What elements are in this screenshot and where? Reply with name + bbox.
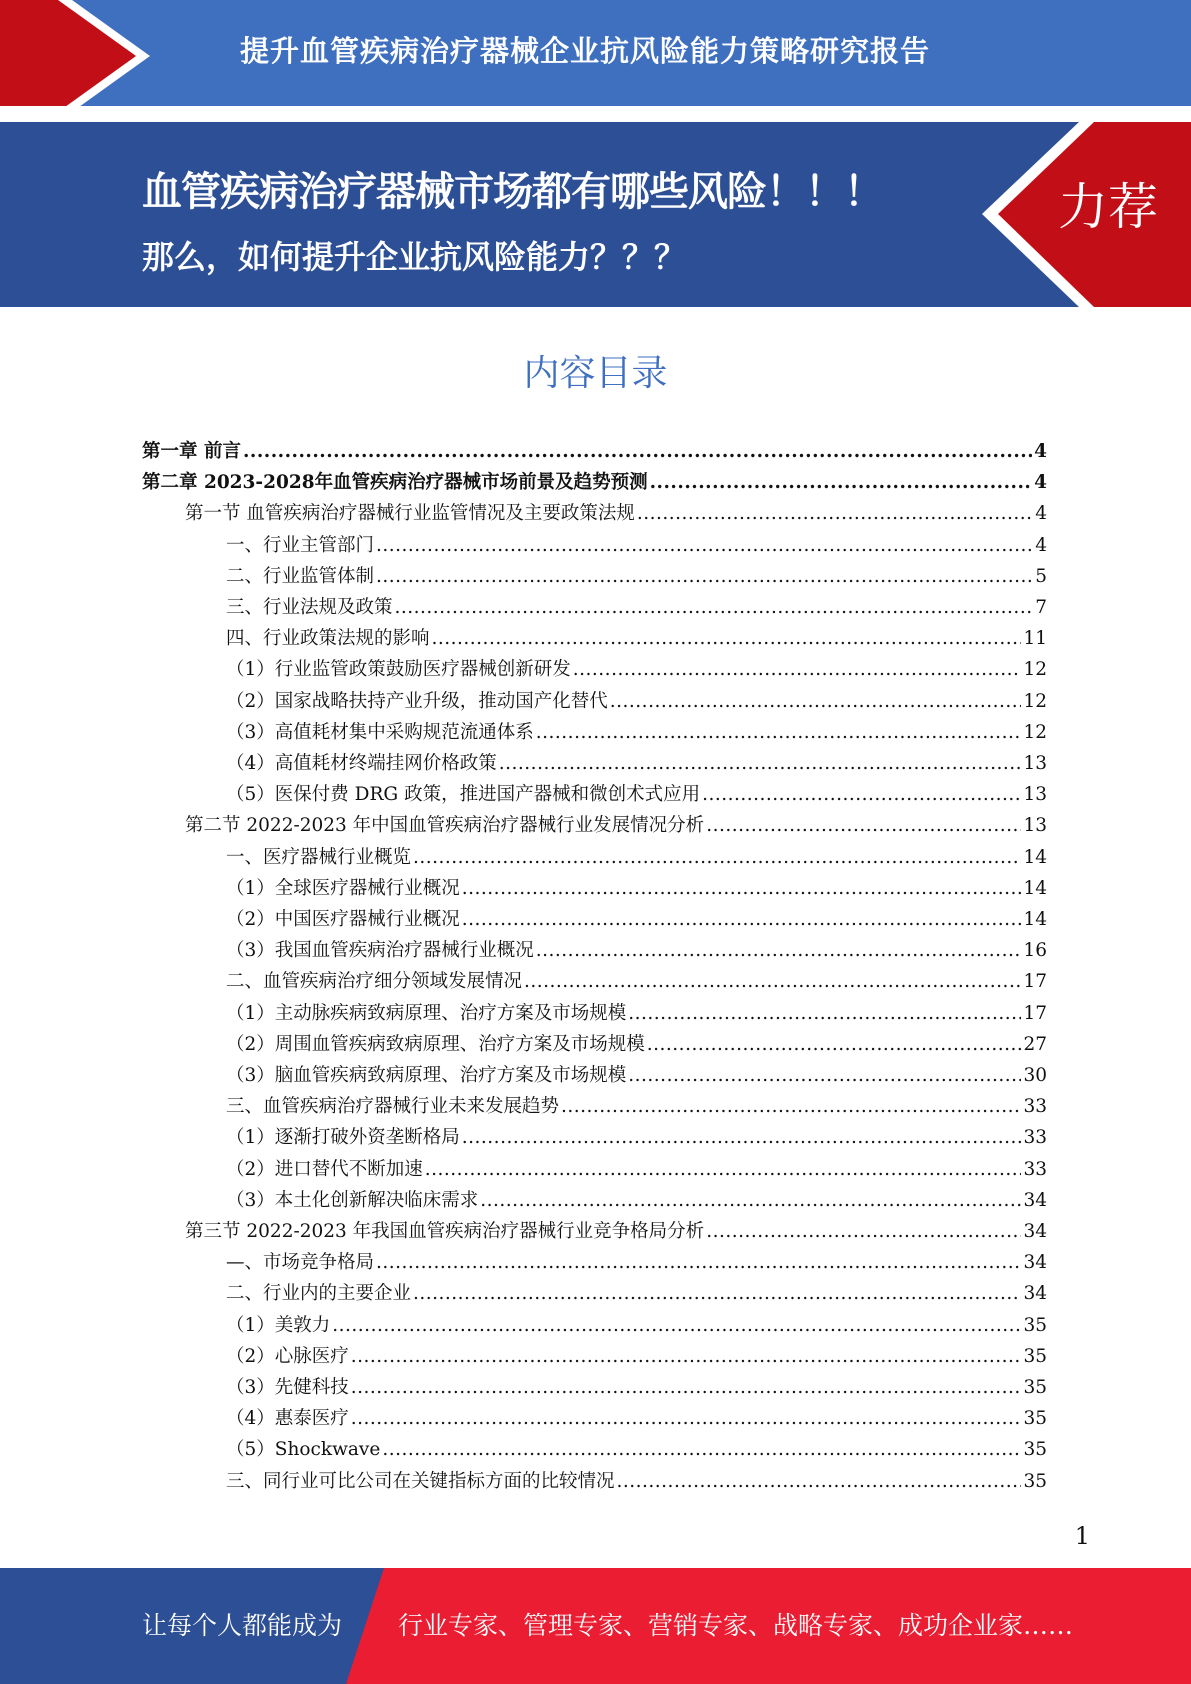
- toc-entry[interactable]: [185, 811, 1047, 841]
- page-number: 1: [1074, 1522, 1090, 1550]
- toc-leader-dots: [610, 687, 1022, 717]
- toc-entry-page: 14: [1023, 878, 1047, 899]
- toc-entry-title: 一、医疗器械行业概览: [226, 847, 412, 868]
- toc-entry-title: 二、行业内的主要企业: [226, 1283, 412, 1304]
- toc-entry-page: 4: [1034, 441, 1047, 462]
- toc-entry[interactable]: [226, 562, 1047, 592]
- toc-entry[interactable]: [226, 531, 1047, 561]
- toc-entry[interactable]: [226, 1155, 1047, 1185]
- toc-leader-dots: [413, 843, 1021, 873]
- toc-entry-title: 二、血管疾病治疗细分领域发展情况: [226, 971, 523, 992]
- toc-leader-dots: [376, 531, 1033, 561]
- toc-entry-title: （5）医保付费 DRG 政策，推进国产器械和微创术式应用: [226, 784, 701, 805]
- toc-leader-dots: [351, 1342, 1022, 1372]
- toc-entry-page: 12: [1023, 722, 1047, 743]
- toc-leader-dots: [243, 437, 1032, 467]
- toc-entry-page: 4: [1035, 503, 1047, 524]
- toc-entry[interactable]: [226, 874, 1047, 904]
- footer-slogan-left: 让每个人都能成为: [142, 1611, 343, 1640]
- toc-entry-title: （1）行业监管政策鼓励医疗器械创新研发: [226, 659, 571, 680]
- toc-entry-page: 35: [1023, 1408, 1047, 1429]
- toc-entry-title: （4）高值耗材终端挂网价格政策: [226, 753, 497, 774]
- toc-entry[interactable]: [142, 468, 1047, 498]
- report-title: 提升血管疾病治疗器械企业抗风险能力策略研究报告: [240, 34, 931, 68]
- toc-leader-dots: [647, 1030, 1022, 1060]
- toc-leader-dots: [395, 593, 1034, 623]
- toc-entry[interactable]: [142, 437, 1047, 467]
- toc-leader-dots: [524, 967, 1021, 997]
- footer-slogan-right: 行业专家、管理专家、营销专家、战略专家、成功企业家……: [398, 1611, 1074, 1640]
- toc-entry-page: 33: [1023, 1159, 1047, 1180]
- toc-entry-page: 12: [1023, 659, 1047, 680]
- toc-entry-title: （1）逐渐打破外资垄断格局: [226, 1127, 460, 1148]
- toc-entry-title: （5）Shockwave: [226, 1439, 381, 1460]
- toc-entry-title: 三、血管疾病治疗器械行业未来发展趋势: [226, 1096, 560, 1117]
- toc-entry-title: （3）脑血管疾病致病原理、治疗方案及市场规模: [226, 1065, 627, 1086]
- toc-entry-page: 14: [1023, 909, 1047, 930]
- recommend-badge: 力荐: [1058, 178, 1158, 236]
- toc-entry-page: 12: [1023, 691, 1047, 712]
- toc-entry-title: （4）惠泰医疗: [226, 1408, 349, 1429]
- toc-entry[interactable]: [226, 843, 1047, 873]
- footer-banner: [0, 1568, 1191, 1684]
- toc-entry[interactable]: [226, 593, 1047, 623]
- toc-entry-title: 四、行业政策法规的影响: [226, 628, 430, 649]
- toc-entry[interactable]: [226, 1186, 1047, 1216]
- toc-entry-page: 13: [1023, 815, 1047, 836]
- toc-entry-title: —、市场竞争格局: [226, 1252, 375, 1273]
- toc-entry-title: 三、行业法规及政策: [226, 597, 393, 618]
- toc-leader-dots: [637, 499, 1033, 529]
- toc-leader-dots: [351, 1404, 1022, 1434]
- toc-entry[interactable]: [226, 1123, 1047, 1153]
- toc-entry[interactable]: [226, 1435, 1047, 1465]
- toc-entry-page: 35: [1023, 1377, 1047, 1398]
- toc-entry-page: 35: [1023, 1439, 1047, 1460]
- toc-entry-title: （2）国家战略扶持产业升级，推动国产化替代: [226, 691, 608, 712]
- toc-leader-dots: [413, 1279, 1021, 1309]
- top-banner: [0, 0, 1191, 112]
- toc-leader-dots: [382, 1435, 1021, 1465]
- toc-entry[interactable]: [226, 1248, 1047, 1278]
- toc-entry[interactable]: [185, 1217, 1047, 1247]
- toc-entry-page: 34: [1023, 1221, 1047, 1242]
- toc-entry[interactable]: [226, 967, 1047, 997]
- toc-entry[interactable]: [226, 624, 1047, 654]
- toc-leader-dots: [702, 780, 1021, 810]
- toc-leader-dots: [432, 624, 1022, 654]
- toc-entry-page: 35: [1023, 1346, 1047, 1367]
- toc-entry[interactable]: [226, 1404, 1047, 1434]
- toc-entry[interactable]: [185, 499, 1047, 529]
- toc-entry-page: 34: [1023, 1283, 1047, 1304]
- toc-entry-title: 二、行业监管体制: [226, 566, 375, 587]
- toc-entry-page: 35: [1023, 1471, 1047, 1492]
- toc-entry[interactable]: [226, 718, 1047, 748]
- toc-entry-title: 第一节 血管疾病治疗器械行业监管情况及主要政策法规: [185, 503, 635, 524]
- toc-entry[interactable]: [226, 905, 1047, 935]
- toc-entry-page: 5: [1035, 566, 1047, 587]
- toc-entry-title: 一、行业主管部门: [226, 535, 375, 556]
- toc-entry-title: 三、同行业可比公司在关键指标方面的比较情况: [226, 1471, 615, 1492]
- toc-entry-page: 11: [1023, 628, 1047, 649]
- toc-entry-title: 第一章 前言: [142, 441, 241, 462]
- toc-leader-dots: [706, 811, 1021, 841]
- toc-leader-dots: [650, 468, 1033, 498]
- toc-leader-dots: [462, 1123, 1022, 1153]
- toc-leader-dots: [628, 1061, 1021, 1091]
- toc-entry-title: （3）高值耗材集中采购规范流通体系: [226, 722, 534, 743]
- toc-leader-dots: [628, 999, 1021, 1029]
- toc-entry[interactable]: [226, 655, 1047, 685]
- hero-subheadline: 那么，如何提升企业抗风险能力？？？: [142, 238, 687, 276]
- toc-leader-dots: [462, 905, 1022, 935]
- toc-entry-page: 4: [1034, 472, 1047, 493]
- toc-entry-page: 4: [1035, 535, 1047, 556]
- toc-entry[interactable]: [226, 1279, 1047, 1309]
- toc-entry-page: 13: [1023, 784, 1047, 805]
- toc-entry-page: 30: [1023, 1065, 1047, 1086]
- toc-entry-title: （2）心脉医疗: [226, 1346, 349, 1367]
- toc-leader-dots: [480, 1186, 1021, 1216]
- toc-entry[interactable]: [226, 1311, 1047, 1341]
- toc-leader-dots: [573, 655, 1022, 685]
- toc-leader-dots: [351, 1373, 1022, 1403]
- toc-entry-page: 33: [1023, 1127, 1047, 1148]
- toc-entry-page: 27: [1023, 1034, 1047, 1055]
- toc-entry-page: 13: [1023, 753, 1047, 774]
- toc-entry-title: （3）我国血管疾病治疗器械行业概况: [226, 940, 534, 961]
- toc-entry-title: （3）本土化创新解决临床需求: [226, 1190, 479, 1211]
- toc-entry[interactable]: [226, 780, 1047, 810]
- toc-entry-title: （2）周围血管疾病致病原理、治疗方案及市场规模: [226, 1034, 645, 1055]
- toc-entry-title: 第三节 2022-2023 年我国血管疾病治疗器械行业竞争格局分析: [185, 1221, 705, 1242]
- toc-entry[interactable]: [226, 1092, 1047, 1122]
- toc-entry-title: （2）进口替代不断加速: [226, 1159, 423, 1180]
- toc-leader-dots: [376, 562, 1033, 592]
- toc-entry-title: （1）全球医疗器械行业概况: [226, 878, 460, 899]
- toc-leader-dots: [376, 1248, 1021, 1278]
- toc-entry-page: 14: [1023, 847, 1047, 868]
- toc-entry[interactable]: [226, 936, 1047, 966]
- toc-leader-dots: [706, 1217, 1021, 1247]
- toc-leader-dots: [536, 936, 1022, 966]
- toc-entry-title: （3）先健科技: [226, 1377, 349, 1398]
- toc-leader-dots: [425, 1155, 1022, 1185]
- toc-entry-page: 34: [1023, 1190, 1047, 1211]
- toc-leader-dots: [561, 1092, 1021, 1122]
- toc-leader-dots: [332, 1311, 1021, 1341]
- toc-entry-page: 7: [1035, 597, 1047, 618]
- toc-heading: 内容目录: [523, 353, 668, 394]
- toc-entry[interactable]: [226, 1373, 1047, 1403]
- toc-entry[interactable]: [226, 1467, 1047, 1497]
- hero-headline: 血管疾病治疗器械市场都有哪些风险！！！: [142, 169, 883, 215]
- toc-entry-title: （1）主动脉疾病致病原理、治疗方案及市场规模: [226, 1003, 627, 1024]
- toc-entry-page: 34: [1023, 1252, 1047, 1273]
- toc-entry-page: 33: [1023, 1096, 1047, 1117]
- toc-entry[interactable]: [226, 1030, 1047, 1060]
- toc-entry-page: 16: [1023, 940, 1047, 961]
- toc-entry[interactable]: [226, 999, 1047, 1029]
- toc-leader-dots: [536, 718, 1022, 748]
- toc-entry[interactable]: [226, 1061, 1047, 1091]
- toc-entry-title: （2）中国医疗器械行业概况: [226, 909, 460, 930]
- toc-entry-page: 17: [1023, 1003, 1047, 1024]
- toc-entry[interactable]: [226, 749, 1047, 779]
- toc-entry[interactable]: [226, 1342, 1047, 1372]
- toc-leader-dots: [462, 874, 1022, 904]
- toc-entry-title: （1）美敦力: [226, 1315, 331, 1336]
- toc-entry-page: 17: [1023, 971, 1047, 992]
- toc-entry-title: 第二节 2022-2023 年中国血管疾病治疗器械行业发展情况分析: [185, 815, 705, 836]
- toc-leader-dots: [617, 1467, 1022, 1497]
- toc-entry[interactable]: [226, 687, 1047, 717]
- toc-entry-page: 35: [1023, 1315, 1047, 1336]
- toc-entry-title: 第二章 2023-2028年血管疾病治疗器械市场前景及趋势预测: [142, 472, 648, 493]
- toc-leader-dots: [499, 749, 1022, 779]
- hero-banner: [0, 122, 1191, 307]
